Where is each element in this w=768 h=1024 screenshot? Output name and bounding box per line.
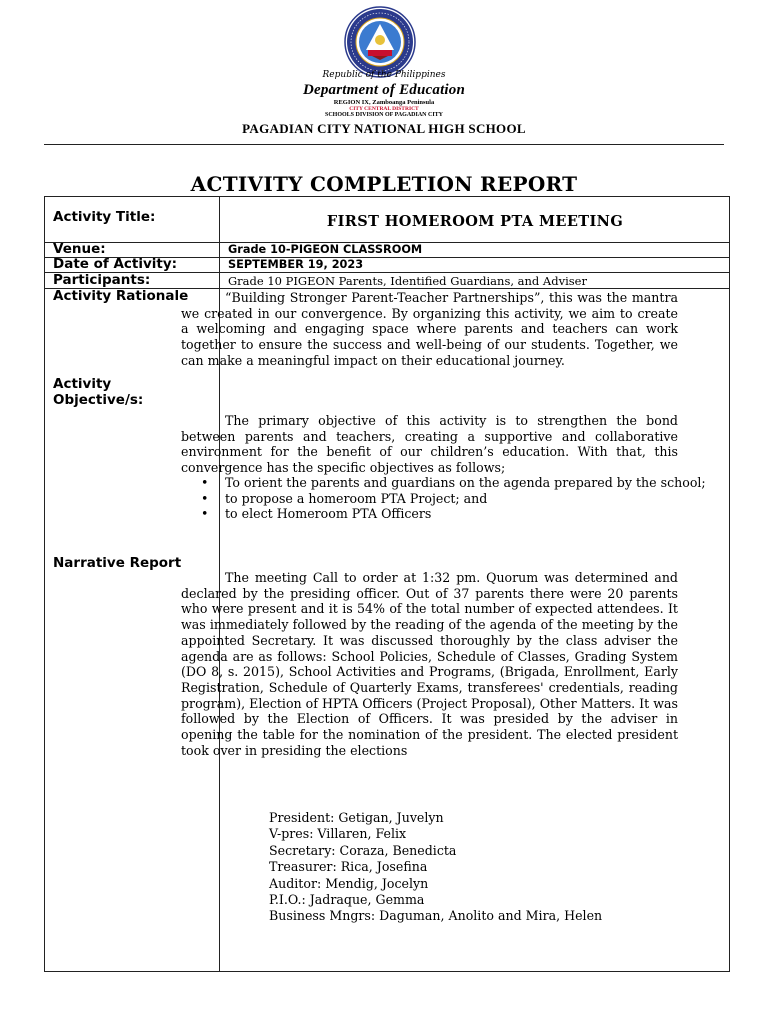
list-item: • to propose a homeroom PTA Project; and	[201, 490, 488, 506]
officer-entry: Treasurer: Rica, Josefina	[269, 859, 428, 875]
republic-line: Republic of the Philippines	[322, 70, 446, 80]
region-line: REGION IX, Zamboanga Peninsula	[333, 99, 435, 106]
officer-entry: P.I.O.: Jadraque, Gemma	[269, 892, 425, 908]
date-value: SEPTEMBER 19, 2023	[228, 258, 364, 271]
department-name: Department of Education	[302, 82, 466, 98]
activity-title-value: FIRST HOMEROOM PTA MEETING	[326, 213, 624, 230]
narrative-label: Narrative Report	[53, 555, 182, 571]
officer-entry: V-pres: Villaren, Felix	[269, 826, 407, 842]
officers-list	[269, 810, 602, 925]
participants-label: Participants:	[53, 272, 151, 288]
activity-title-label: Activity Title:	[53, 209, 156, 225]
participants-value: Grade 10 PIGEON Parents, Identified Guardians, and Adviser	[228, 274, 587, 288]
deped-seal-logo	[344, 6, 416, 78]
officer-entry: Business Mngrs: Daguman, Anolito and Mira, Helen	[269, 908, 603, 924]
header-divider	[44, 144, 724, 145]
list-item: • To orient the parents and guardians on the agenda prepared by the school;	[201, 475, 706, 490]
venue-label: Venue:	[53, 241, 106, 257]
officer-entry: President: Getigan, Juvelyn	[269, 810, 444, 825]
school-name: PAGADIAN CITY NATIONAL HIGH SCHOOL	[242, 121, 526, 136]
officer-entry: Secretary: Coraza, Benedicta	[269, 842, 457, 858]
report-title: ACTIVITY COMPLETION REPORT	[190, 172, 578, 196]
date-label: Date of Activity:	[53, 256, 178, 272]
list-item: • to elect Homeroom PTA Officers	[201, 506, 432, 522]
objectives-label-line2: Objective/s:	[53, 392, 144, 408]
district-line: CITY CENTRAL DISTRICT	[349, 106, 419, 112]
objectives-intro-text: The primary objective of this activity is to strengthen the bond between parents and teachers, creating a supportive and collaborative environment for the benefit of our children’s education. With that, this convergence has the specific objectives as follows;	[181, 413, 678, 476]
objectives-label-line1: Activity	[53, 376, 112, 392]
objectives-list	[181, 475, 722, 522]
rationale-label: Activity Rationale	[53, 288, 189, 304]
officer-entry: Auditor: Mendig, Jocelyn	[269, 875, 429, 891]
narrative-text: The meeting Call to order at 1:32 pm. Quorum was determined and declared by the presiding officer. Out of 37 parents there were 20 parents who were present and it is 54% of the total number of expected attendees. It was immediately followed by the reading of the agenda of the meeting by the appointed Secretary. It was discussed thoroughly by the class adviser the agenda are as follows: School Policies, Schedule of Classes, Grading System (DO 8, s. 2015), School Activities and Programs, (Brigada, Enrollment, Early Registration, Schedule of Quarterly Exams, transferees' credentials, reading program), Election of HPTA Officers (Project Proposal), Other Matters. It was followed by the Election of Officers. It was presided by the adviser in opening the table for the nomination of the president. The elected president took over in presiding the elections	[181, 570, 678, 758]
division-line: SCHOOLS DIVISION OF PAGADIAN CITY	[324, 112, 444, 118]
venue-value: Grade 10-PIGEON CLASSROOM	[228, 243, 423, 256]
rationale-text: “Building Stronger Parent-Teacher Partnerships”, this was the mantra we created in our convergence. By organizing this activity, we aim to create a welcoming and engaging space where parents and teachers can work together to ensure the success and well-being of our students. Together, we can make a meaningful impact on their educational journey.	[181, 290, 678, 368]
